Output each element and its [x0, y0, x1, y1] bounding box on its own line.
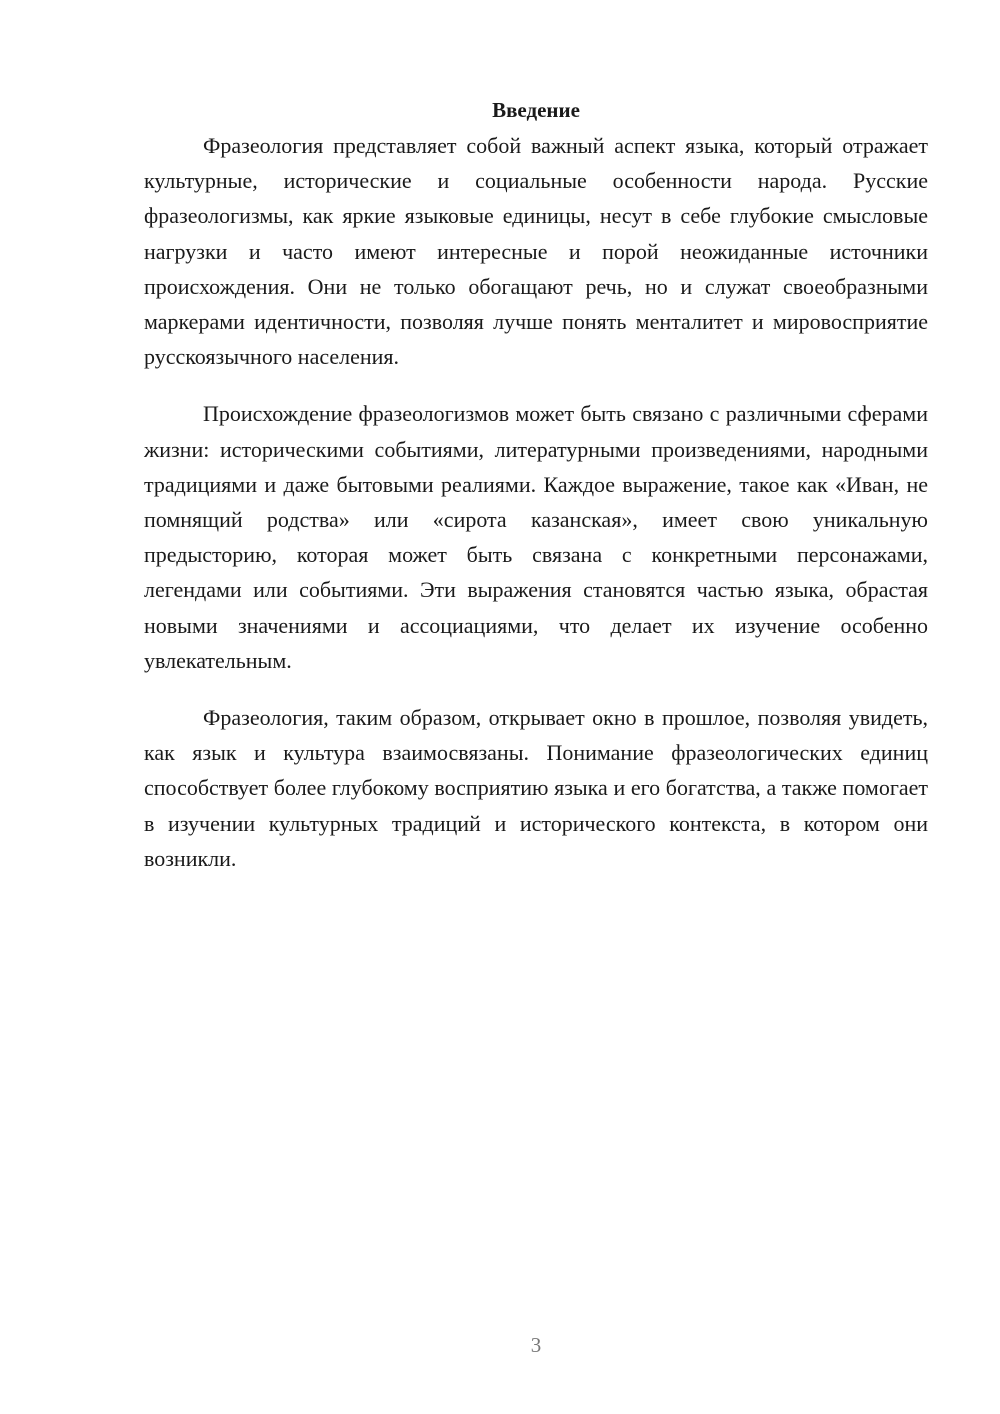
page-number: 3 — [530, 1333, 542, 1357]
paragraph-2: Происхождение фразеологизмов может быть связано с различными сферами жизни: историческими событиями, литературными произведениями, народными традициями и даже бытовыми реалиями. Каждое выражение, такое как «Иван, не помнящий родства» или «сирота казанская», имеет свою уникальную предысторию, которая может быть связана с конкретными персонажами, легендами или событиями. Эти выражения становятся частью языка, обрастая новыми значениями и ассоциациями, что делает их изучение особенно увлекательным. — [144, 401, 928, 673]
section-heading: Введение — [492, 98, 580, 122]
paragraph-3: Фразеология, таким образом, открывает окно в прошлое, позволяя увидеть, как язык и культура взаимосвязаны. Понимание фразеологических единиц способствует более глубокому восприятию языка и его богатства, а также помогает в изучении культурных традиций и исторического контекста, в котором они возникли. — [144, 705, 928, 871]
paragraph-1: Фразеология представляет собой важный аспект языка, который отражает культурные, исторические и социальные особенности народа. Русские фразеологизмы, как яркие языковые единицы, несут в себе глубокие смысловые нагрузки и часто имеют интересные и порой неожиданные источники происхождения. Они не только обогащают речь, но и служат своеобразными маркерами идентичности, позволяя лучше понять менталитет и мировосприятие русскоязычного населения. — [144, 133, 928, 370]
page-content — [144, 93, 928, 898]
